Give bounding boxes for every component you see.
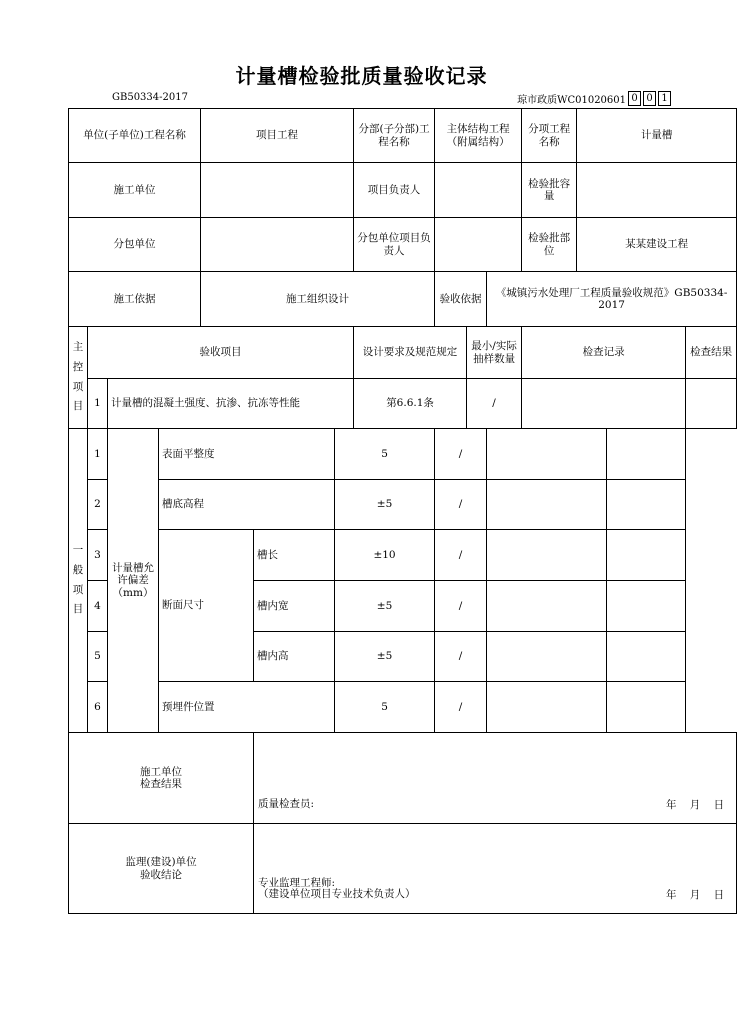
general-item-design: ±10: [335, 530, 435, 581]
main-item-name: 计量槽的混凝土强度、抗渗、抗冻等性能: [108, 379, 354, 429]
general-item-record[interactable]: [487, 581, 607, 632]
general-group-char: 一: [72, 543, 84, 556]
main-control-group: [69, 327, 88, 429]
supervision-signature[interactable]: [254, 824, 737, 914]
general-item-sample[interactable]: /: [435, 581, 487, 632]
general-group: [69, 429, 88, 733]
inspection-record-table: [68, 108, 737, 914]
general-item-result[interactable]: [607, 632, 686, 682]
main-item-no: 1: [88, 379, 108, 429]
column-header-design: 设计要求及规范规定: [354, 327, 467, 379]
item-project-label: 分项工程名称: [522, 109, 577, 163]
general-item-no: 4: [88, 581, 108, 632]
main-item-design: 第6.6.1条: [354, 379, 467, 429]
main-group-char: 主: [72, 340, 84, 353]
general-item-name: 槽内宽: [254, 581, 335, 632]
construction-check-label: 施工单位 检查结果: [69, 733, 254, 824]
construction-check-date: 年 月 日: [665, 798, 725, 811]
main-item-sample[interactable]: /: [467, 379, 522, 429]
deviation-label: 计量槽允许偏差（mm）: [108, 429, 159, 733]
acceptance-basis-value[interactable]: 《城镇污水处理厂工程质量验收规范》GB50334-2017: [487, 272, 737, 327]
record-code-prefix: 琼市政质WC01020601: [517, 95, 626, 106]
general-item-record[interactable]: [487, 682, 607, 733]
sub-manager-value[interactable]: [435, 218, 522, 272]
column-header-result: 检查结果: [686, 327, 737, 379]
code-box[interactable]: 0: [628, 91, 641, 106]
standard-code: GB50334-2017: [112, 92, 188, 103]
general-item-no: 5: [88, 632, 108, 682]
unit-project-value[interactable]: 项目工程: [201, 109, 354, 163]
main-item-record[interactable]: [522, 379, 686, 429]
manager-value[interactable]: [435, 163, 522, 218]
general-group-char: 般: [72, 563, 84, 576]
unit-project-label: 单位(子单位)工程名称: [69, 109, 201, 163]
general-item-design: ±5: [335, 480, 435, 530]
general-item-name: 槽内高: [254, 632, 335, 682]
column-header-sample: 最小/实际抽样数量: [467, 327, 522, 379]
location-label: 检验批部位: [522, 218, 577, 272]
main-group-char: 目: [72, 400, 84, 413]
general-item-design: ±5: [335, 581, 435, 632]
general-item-name: 预埋件位置: [159, 682, 335, 733]
quality-inspector-label: 质量检查员:: [258, 798, 315, 811]
general-item-sample[interactable]: /: [435, 429, 487, 480]
acceptance-basis-label: 验收依据: [435, 272, 487, 327]
general-item-no: 3: [88, 530, 108, 581]
general-item-result[interactable]: [607, 530, 686, 581]
general-item-sample[interactable]: /: [435, 530, 487, 581]
page-title: 计量槽检验批质量验收记录: [235, 64, 488, 88]
general-item-result[interactable]: [607, 480, 686, 530]
general-item-sample[interactable]: /: [435, 682, 487, 733]
code-box[interactable]: 1: [658, 91, 671, 106]
basis-label: 施工依据: [69, 272, 201, 327]
general-item-sample[interactable]: /: [435, 480, 487, 530]
constructor-label: 施工单位: [69, 163, 201, 218]
construction-check-signature[interactable]: [254, 733, 737, 824]
constructor-value[interactable]: [201, 163, 354, 218]
column-header-record: 检查记录: [522, 327, 686, 379]
general-item-no: 6: [88, 682, 108, 733]
subcontractor-label: 分包单位: [69, 218, 201, 272]
general-item-record[interactable]: [487, 480, 607, 530]
general-item-result[interactable]: [607, 682, 686, 733]
manager-label: 项目负责人: [354, 163, 435, 218]
main-item-result[interactable]: [686, 379, 737, 429]
general-item-design: 5: [335, 682, 435, 733]
general-group-char: 项: [72, 583, 84, 596]
item-project-value[interactable]: 计量槽: [577, 109, 737, 163]
sub-manager-label: 分包单位项目负责人: [354, 218, 435, 272]
basis-value[interactable]: 施工组织设计: [201, 272, 435, 327]
location-value[interactable]: 某某建设工程: [577, 218, 737, 272]
subcontractor-value[interactable]: [201, 218, 354, 272]
general-item-no: 1: [88, 429, 108, 480]
main-group-char: 项: [72, 380, 84, 393]
supervision-label: 监理(建设)单位 验收结论: [69, 824, 254, 914]
general-item-result[interactable]: [607, 429, 686, 480]
main-group-char: 控: [72, 360, 84, 373]
supervision-date: 年 月 日: [665, 888, 725, 901]
general-item-record[interactable]: [487, 632, 607, 682]
supervision-engineer-label: 专业监理工程师: （建设单位项目专业技术负责人）: [258, 876, 416, 901]
column-header-item: 验收项目: [88, 327, 354, 379]
general-item-name: 表面平整度: [159, 429, 335, 480]
general-item-record[interactable]: [487, 530, 607, 581]
section-label: 断面尺寸: [159, 530, 254, 682]
code-box[interactable]: 0: [643, 91, 656, 106]
general-group-char: 目: [72, 603, 84, 616]
general-item-design: 5: [335, 429, 435, 480]
capacity-value[interactable]: [577, 163, 737, 218]
general-item-no: 2: [88, 480, 108, 530]
main-structure-label[interactable]: 主体结构工程（附属结构）: [435, 109, 522, 163]
capacity-label: 检验批容量: [522, 163, 577, 218]
general-item-result[interactable]: [607, 581, 686, 632]
sub-project-label: 分部(子分部)工程名称: [354, 109, 435, 163]
general-item-sample[interactable]: /: [435, 632, 487, 682]
general-item-name: 槽长: [254, 530, 335, 581]
record-code: [517, 91, 671, 106]
general-item-name: 槽底高程: [159, 480, 335, 530]
general-item-design: ±5: [335, 632, 435, 682]
general-item-record[interactable]: [487, 429, 607, 480]
